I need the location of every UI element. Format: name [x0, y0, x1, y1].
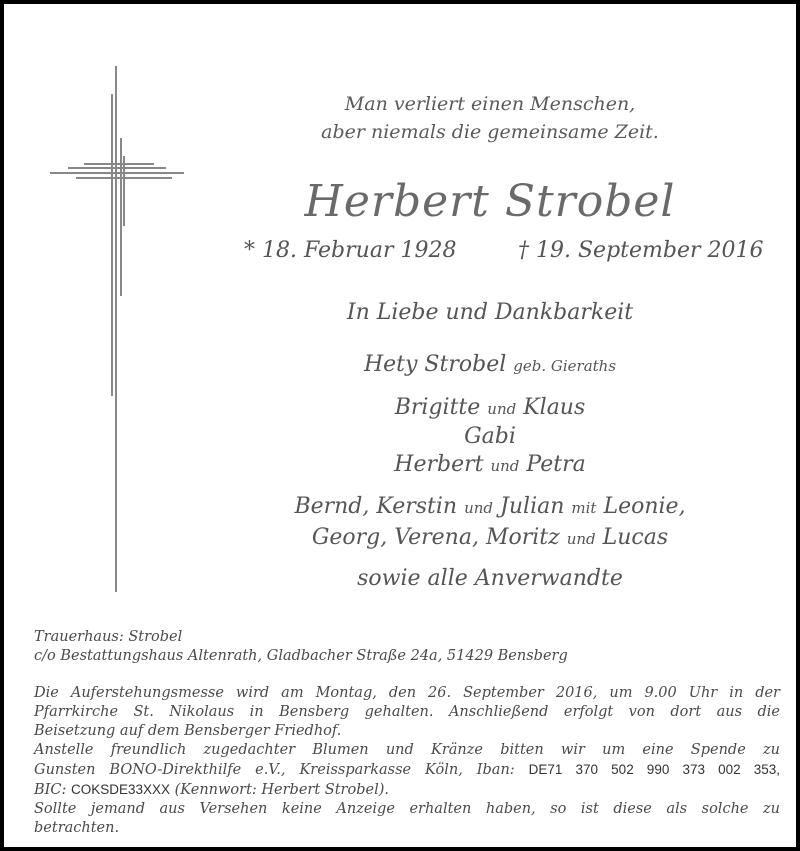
grandchildren-line-2 [200, 523, 780, 554]
birth-date: * 18. Februar 1928 [244, 238, 457, 263]
address-line-1: Trauerhaus: Strobel [34, 629, 183, 645]
notice-line-3: Beisetzung auf dem Bensberger Friedhof. [34, 723, 342, 739]
notice-line-2: Pfarrkirche St. Nikolaus in Bensberg gehalten. Anschließend erfolgt von dort aus die [34, 704, 780, 720]
notice-line-6 [34, 780, 780, 800]
conjunction-mit: mit [571, 499, 597, 517]
bic-value: COKSDE33XXX [70, 782, 171, 797]
notice-line-4: Anstelle freundlich zugedachter Blumen und Kränze bitten wir um eine Spende zu [34, 742, 780, 758]
motto-line-1: Man verliert einen Menschen, [344, 93, 636, 115]
child-klaus: Klaus [523, 395, 586, 420]
password-text: (Kennwort: Herbert Strobel). [174, 782, 389, 798]
child-petra: Petra [526, 452, 586, 477]
mourning-address [34, 628, 780, 666]
donation-text: Gunsten BONO-Direkthilfe e.V., Kreissparkasse Köln, Iban: [34, 762, 515, 778]
children-line-1 [200, 394, 780, 423]
widow [200, 350, 780, 381]
motto-line-2: aber niemals die gemeinsame Zeit. [321, 121, 659, 143]
grandchild-lucas: Lucas [602, 525, 669, 550]
dedication: In Liebe und Dankbarkeit [346, 300, 634, 325]
deceased-name: Herbert Strobel [304, 176, 676, 227]
notice-line-7: Sollte jemand aus Versehen keine Anzeige erhalten haben, so ist diese als solche zu [34, 801, 780, 817]
motto [200, 90, 780, 146]
grandchildren [200, 492, 780, 554]
widow-nee: geb. Gieraths [513, 357, 617, 375]
cross-icon [48, 66, 188, 592]
death-date: † 19. September 2016 [518, 238, 764, 263]
grandchild-julian: Julian [500, 494, 565, 519]
conjunction: und [490, 457, 520, 475]
conjunction: und [464, 499, 494, 517]
iban-value: DE71 370 502 990 373 002 353, [528, 762, 780, 777]
widow-name: Hety Strobel [363, 352, 507, 377]
child-gabi: Gabi [464, 424, 516, 449]
child-brigitte: Brigitte [394, 395, 481, 420]
child-herbert: Herbert [394, 452, 484, 477]
grandchildren-line-1 [200, 492, 780, 523]
notice-line-1: Die Auferstehungsmesse wird am Montag, den 26. September 2016, um 9.00 Uhr in der [34, 685, 780, 701]
children [200, 394, 780, 480]
conjunction: und [487, 400, 517, 418]
children-line-3 [200, 451, 780, 480]
grandchild-names: Bernd, Kerstin [294, 494, 458, 519]
conjunction: und [566, 530, 596, 548]
address-line-2: c/o Bestattungshaus Altenrath, Gladbacher Straße 24a, 51429 Bensberg [34, 648, 568, 664]
bic-label: BIC: [34, 782, 67, 798]
notice-line-5 [34, 760, 780, 780]
relatives: sowie alle Anverwandte [357, 566, 623, 591]
great-grandchild-leonie: Leonie, [603, 494, 686, 519]
funeral-notice [34, 684, 780, 838]
grandchild-names: Georg, Verena, Moritz [311, 525, 560, 550]
notice-line-8: betrachten. [34, 820, 120, 836]
